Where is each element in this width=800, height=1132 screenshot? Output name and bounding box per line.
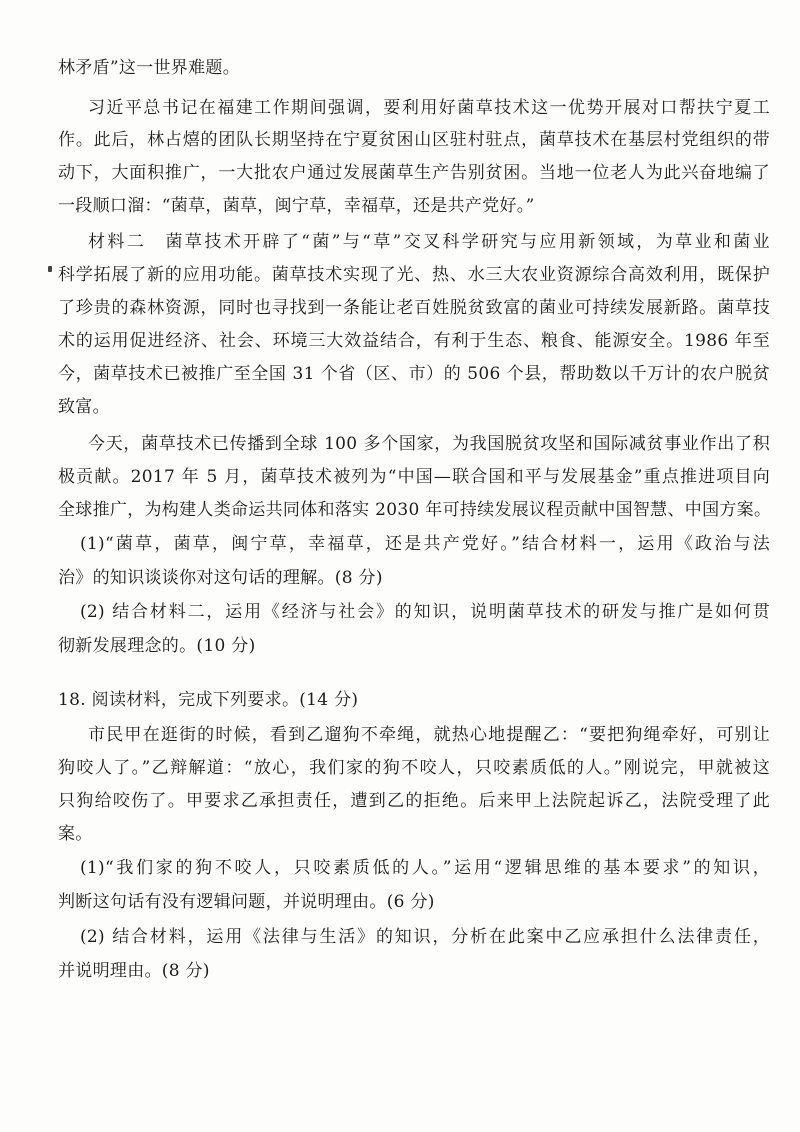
question-18-material-line-1: 市民甲在逛街的时候，看到乙遛狗不牵绳，就热心地提醒乙：“要把狗绳牵好，可别让 bbox=[88, 725, 770, 745]
text-line-8: 了珍贵的森林资源，同时也寻找到一条能让老百姓脱贫致富的菌业可持续发展新路。菌草技 bbox=[58, 298, 770, 318]
text-line-7: 科学拓展了新的应用功能。菌草技术实现了光、热、水三大农业资源综合高效利用，既保护 bbox=[58, 265, 770, 285]
text-line-4: 动下，大面积推广，一大批农户通过发展菌草生产告别贫困。当地一位老人为此兴奋地编了 bbox=[58, 163, 770, 183]
question-18-2-line-2: 并说明理由。(8 分) bbox=[58, 961, 210, 981]
text-line-13: 极贡献。2017 年 5 月，菌草技术被列为“中国—联合国和平与发展基金”重点推进项目向 bbox=[58, 467, 770, 487]
text-line-9: 术的运用促进经济、社会、环境三大效益结合，有利于生态、粮食、能源安全。1986 年至 bbox=[58, 331, 770, 351]
material-two-heading-line: 材料二 菌草技术开辟了“菌”与“草”交叉科学研究与应用新领域，为草业和菌业 bbox=[88, 232, 770, 252]
question-18-material-line-2: 狗咬人了。”乙辩解道：“放心，我们家的狗不咬人，只咬素质低的人。”刚说完，甲就被这 bbox=[58, 758, 770, 778]
text-line-3: 作。此后，林占熺的团队长期坚持在宁夏贫困山区驻村驻点，菌草技术在基层村党组织的带 bbox=[58, 130, 770, 150]
question-17-1-line-1: (1)“菌草，菌草，闽宁草，幸福草，还是共产党好。”结合材料一，运用《政治与法 bbox=[80, 534, 770, 554]
text-line-5: 一段顺口溜：“菌草，菌草，闽宁草，幸福草，还是共产党好。” bbox=[58, 196, 535, 216]
text-line-10: 今，菌草技术已被推广至全国 31 个省（区、市）的 506 个县，帮助数以千万计的农户脱贫 bbox=[58, 364, 770, 384]
question-18-1-line-1: (1)“我们家的狗不咬人，只咬素质低的人。”运用“逻辑思维的基本要求”的知识， bbox=[80, 858, 770, 878]
text-line-12: 今天，菌草技术已传播到全球 100 多个国家，为我国脱贫攻坚和国际减贫事业作出了积 bbox=[88, 434, 770, 454]
text-line-11: 致富。 bbox=[58, 397, 110, 417]
text-line-1: 林矛盾”这一世界难题。 bbox=[58, 58, 240, 78]
question-17-2-line-1: (2) 结合材料二，运用《经济与社会》的知识，说明菌草技术的研发与推广是如何贯 bbox=[80, 602, 770, 622]
question-18-material-line-3: 只狗给咬伤了。甲要求乙承担责任，遭到乙的拒绝。后来甲上法院起诉乙，法院受理了此 bbox=[58, 791, 770, 811]
question-18-heading: 18. 阅读材料，完成下列要求。(14 分) bbox=[58, 690, 359, 710]
text-line-2: 习近平总书记在福建工作期间强调，要利用好菌草技术这一优势开展对口帮扶宁夏工 bbox=[88, 98, 770, 118]
question-18-1-line-2: 判断这句话有没有逻辑问题，并说明理由。(6 分) bbox=[58, 892, 435, 912]
text-line-14: 全球推广，为构建人类命运共同体和落实 2030 年可持续发展议程贡献中国智慧、中国方案。 bbox=[58, 500, 772, 520]
scan-speck-mark bbox=[48, 266, 52, 272]
question-17-1-line-2: 治》的知识谈谈你对这句话的理解。(8 分) bbox=[58, 568, 383, 588]
question-17-2-line-2: 彻新发展理念的。(10 分) bbox=[58, 636, 256, 656]
question-18-2-line-1: (2) 结合材料，运用《法律与生活》的知识，分析在此案中乙应承担什么法律责任， bbox=[80, 927, 770, 947]
question-18-material-line-4: 案。 bbox=[58, 824, 93, 844]
